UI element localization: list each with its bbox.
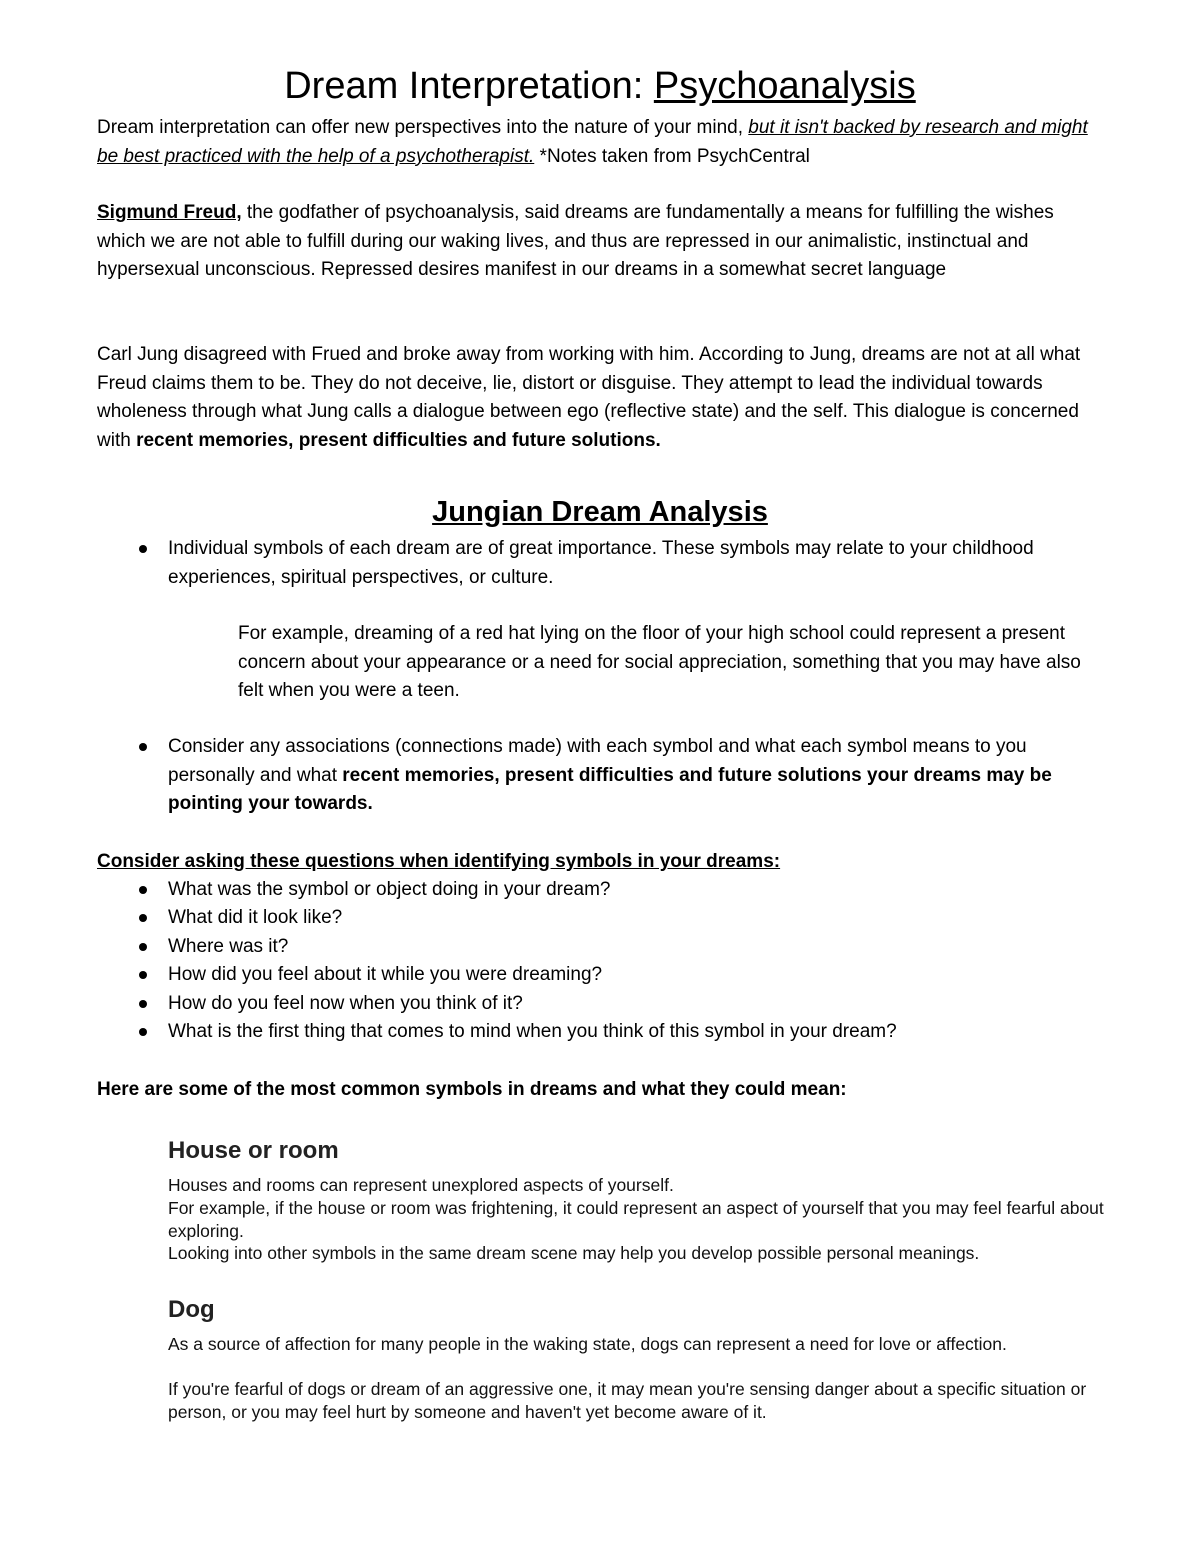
jungian-heading: Jungian Dream Analysis	[432, 496, 768, 528]
bullet-icon	[139, 943, 147, 951]
question-item: What did it look like?	[168, 907, 343, 928]
bullet-icon	[139, 971, 147, 979]
bullet-icon	[139, 1028, 147, 1036]
bullet-icon	[139, 1000, 147, 1008]
question-item: How do you feel now when you think of it?	[168, 993, 523, 1014]
question-item: What was the symbol or object doing in your dream?	[168, 879, 611, 900]
questions-heading: Consider asking these questions when identifying symbols in your dreams:	[97, 851, 781, 872]
intro-paragraph	[97, 114, 1107, 171]
bullet-icon	[139, 545, 147, 553]
intro-text: Dream interpretation can offer new perspectives into the nature of your mind,	[97, 117, 749, 138]
question-item: What is the first thing that comes to mind when you think of this symbol in your dream?	[168, 1021, 897, 1042]
jung-text: Carl Jung disagreed with Frued and broke away from working with him. According to Jung, dreams are not at all what Freud claims them to be. They do not deceive, lie, distort or disguise. They attempt to lead the individual towards wholeness through what Jung calls a dialogue between ego (reflective state) and the self. This dialogue is concerned with	[97, 344, 1081, 451]
bullet-2-bold: recent memories, present difficulties and future solutions your dreams may be pointing your towards.	[168, 764, 1052, 814]
dog-line: As a source of affection for many people in the waking state, dogs can represent a need for love or affection.	[168, 1334, 1007, 1354]
page-title	[0, 62, 1200, 110]
title-prefix: Dream Interpretation:	[284, 65, 654, 107]
intro-emphasis: but it isn't backed by research and might be best practiced with the help of a psychotherapist.	[97, 117, 1088, 167]
dog-symbol-title: Dog	[168, 1296, 215, 1323]
bullet-icon	[139, 914, 147, 922]
jung-bold: recent memories, present difficulties and future solutions.	[136, 429, 661, 451]
house-line: For example, if the house or room was frightening, it could represent an aspect of yourself that you may feel fearful about exploring.	[168, 1198, 1104, 1241]
dog-line: If you're fearful of dogs or dream of an aggressive one, it may mean you're sensing danger about a specific situation or person, or you may feel hurt by someone and haven't yet become aware of it.	[168, 1379, 1087, 1422]
house-symbol-title: House or room	[168, 1137, 339, 1164]
freud-text: the godfather of psychoanalysis, said dreams are fundamentally a means for fulfilling the wishes which we are not able to fulfill during our waking lives, and thus are repressed in our animalistic, instinctual and hypersexual unconscious. Repressed desires manifest in our dreams in a somewhat secret language	[97, 202, 1054, 280]
bullet-2-text: Consider any associations (connections made) with each symbol and what each symbol means to you personally and what	[168, 736, 1027, 786]
question-item: Where was it?	[168, 936, 289, 957]
jung-paragraph	[97, 341, 1107, 455]
bullet-icon	[139, 886, 147, 894]
jungian-bullet-1: Individual symbols of each dream are of great importance. These symbols may relate to your childhood experiences, spiritual perspectives, or culture.	[168, 538, 1034, 588]
house-line: Houses and rooms can represent unexplored aspects of yourself.	[168, 1175, 674, 1195]
freud-paragraph	[97, 199, 1107, 285]
bullet-icon	[139, 743, 147, 751]
common-symbols-heading: Here are some of the most common symbols in dreams and what they could mean:	[97, 1079, 847, 1100]
freud-name: Sigmund Freud,	[97, 202, 242, 223]
title-underlined: Psychoanalysis	[653, 65, 916, 107]
jungian-bullet-2	[168, 733, 1108, 819]
jungian-example: For example, dreaming of a red hat lying on the floor of your high school could represent a present concern about your appearance or a need for social appreciation, something that you may have also felt when you were a teen.	[238, 623, 1081, 701]
question-item: How did you feel about it while you were dreaming?	[168, 964, 603, 985]
intro-note: *Notes taken from PsychCentral	[534, 145, 810, 167]
house-line: Looking into other symbols in the same dream scene may help you develop possible personal meanings.	[168, 1243, 980, 1263]
